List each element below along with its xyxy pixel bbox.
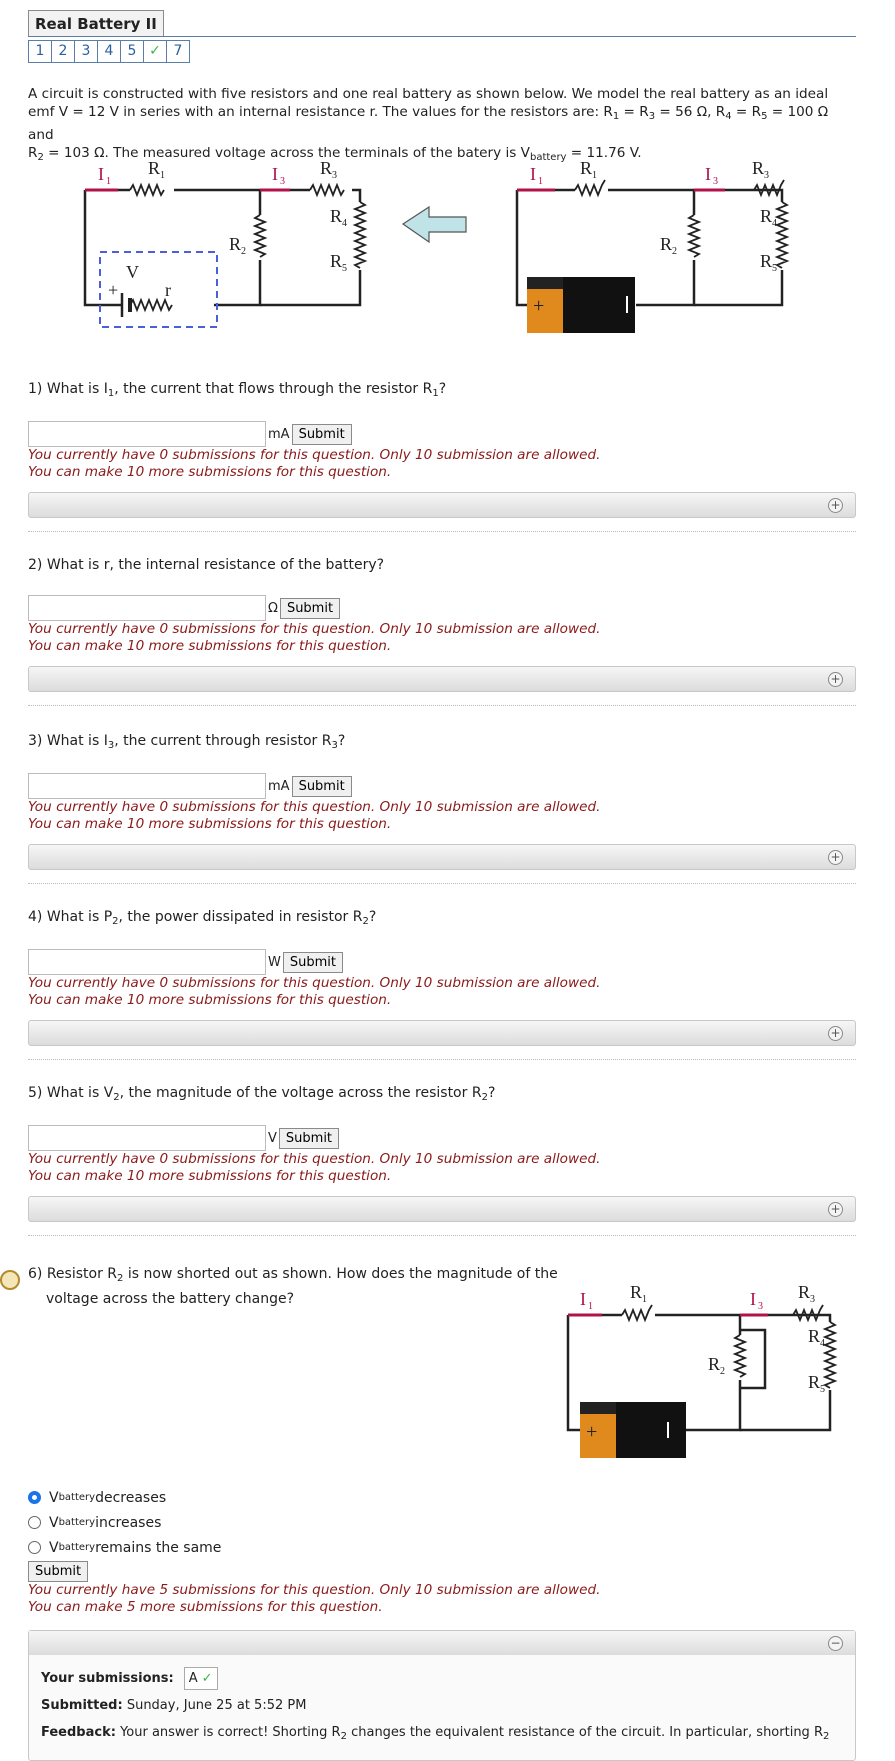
answer-input-1[interactable] xyxy=(28,421,266,447)
svg-text:+: + xyxy=(533,295,545,317)
feedback-panel-4[interactable] xyxy=(28,1020,856,1046)
svg-text:+: + xyxy=(108,280,119,300)
svg-text:R: R xyxy=(330,251,343,271)
svg-text:3: 3 xyxy=(332,170,337,181)
question-6: 6) Resistor $R_2$ is now shorted out as shown. How does the magnitude of the voltage across the battery change? xyxy=(28,1266,558,1307)
feedback-panel-5[interactable] xyxy=(28,1196,856,1222)
svg-text:R: R xyxy=(229,234,242,254)
svg-text:4: 4 xyxy=(342,218,347,229)
feedback-panel-2[interactable] xyxy=(28,666,856,692)
svg-text:I: I xyxy=(530,164,536,184)
answer-input-5[interactable] xyxy=(28,1125,266,1151)
svg-text:2: 2 xyxy=(241,246,246,257)
svg-text:+: + xyxy=(586,1421,598,1443)
svg-text:3: 3 xyxy=(810,1294,815,1305)
option-increases[interactable]: V battery increases xyxy=(28,1510,856,1535)
feedback-panel-6: − Your submissions: A ✓ Submitted: Sunday, June 25 at 5:52 PM Feedback: Your answer is correct! Shorting $R_2$ changes the equivalent resistance of the circuit. In particular, shorting $R_2$ xyxy=(28,1630,856,1761)
svg-text:3: 3 xyxy=(764,170,769,181)
question-4: 4) What is $P_2$, the power dissipated in resistor $R_2$? W Submit You currently have 0 submissions for this question. Only 10 submission are allowed. You can make 10 more submissions for this question. + xyxy=(28,909,856,1060)
title-rule xyxy=(28,36,856,37)
svg-text:R: R xyxy=(320,158,333,178)
submission-message-4: You currently have 0 submissions for this question. Only 10 submission are allowed. You can make 10 more submissions for this question. xyxy=(28,975,601,1008)
svg-text:I: I xyxy=(750,1289,756,1309)
svg-text:5: 5 xyxy=(820,1384,825,1395)
svg-text:3: 3 xyxy=(758,1301,763,1312)
svg-text:1: 1 xyxy=(538,176,543,187)
submission-message-2: You currently have 0 submissions for this question. Only 10 submission are allowed. You can make 10 more submissions for this question. xyxy=(28,621,601,654)
page-navigation xyxy=(28,40,856,63)
page-link-4[interactable]: 4 xyxy=(97,40,121,63)
svg-text:I: I xyxy=(580,1289,586,1309)
svg-text:1: 1 xyxy=(592,170,597,181)
feedback-panel-3[interactable] xyxy=(28,844,856,870)
svg-text:1: 1 xyxy=(160,170,165,181)
submit-button-1[interactable]: Submit xyxy=(292,424,352,445)
svg-text:1: 1 xyxy=(588,1301,593,1312)
submission-message-5: You currently have 0 submissions for this question. Only 10 submission are allowed. You can make 10 more submissions for this question. xyxy=(28,1151,601,1184)
svg-text:5: 5 xyxy=(772,263,777,274)
question-2: 2) What is r, the internal resistance of the battery? Ω Submit You currently have 0 submissions for this question. Only 10 submission are allowed. You can make 10 more submissions for this question. + xyxy=(28,557,856,706)
svg-text:R: R xyxy=(330,206,343,226)
svg-text:3: 3 xyxy=(280,176,285,187)
svg-text:R: R xyxy=(580,158,593,178)
page-link-7[interactable]: 7 xyxy=(166,40,190,63)
expand-icon[interactable]: + xyxy=(828,672,843,687)
expand-icon[interactable]: + xyxy=(828,850,843,865)
svg-text:3: 3 xyxy=(713,176,718,187)
collapse-icon[interactable]: − xyxy=(828,1636,843,1651)
question-3: 3) What is $I_3$, the current through resistor $R_3$? mA Submit You currently have 0 submissions for this question. Only 10 submission are allowed. You can make 10 more submissions for this question. + xyxy=(28,733,856,884)
page-link-3[interactable]: 3 xyxy=(74,40,98,63)
svg-text:R: R xyxy=(630,1282,643,1302)
submit-button-2[interactable]: Submit xyxy=(280,598,340,619)
svg-text:R: R xyxy=(808,1326,821,1346)
radio-button[interactable] xyxy=(28,1491,41,1504)
svg-text:4: 4 xyxy=(820,1338,825,1349)
timer-icon xyxy=(0,1270,20,1290)
question-5: 5) What is $V_2$, the magnitude of the voltage across the resistor $R_2$? V Submit You currently have 0 submissions for this question. Only 10 submission are allowed. You can make 10 more submissions for this question. + xyxy=(28,1085,856,1236)
submit-button-6[interactable]: Submit xyxy=(28,1561,88,1582)
svg-text:I: I xyxy=(98,164,104,184)
shorted-circuit-diagram xyxy=(540,1270,880,1460)
svg-text:1: 1 xyxy=(642,1294,647,1305)
answer-input-3[interactable] xyxy=(28,773,266,799)
expand-icon[interactable]: + xyxy=(828,1026,843,1041)
svg-text:5: 5 xyxy=(342,263,347,274)
svg-text:4: 4 xyxy=(772,218,777,229)
page-link-1[interactable]: 1 xyxy=(28,40,52,63)
circuit-diagrams xyxy=(0,150,895,350)
question-1: 1) What is $I_1$, the current that flows through the resistor $R_1$? mA Submit You currently have 0 submissions for this question. Only 10 submission are allowed. You can make 10 more submissions for this question. + xyxy=(28,381,856,532)
submission-message-3: You currently have 0 submissions for this question. Only 10 submission are allowed. You can make 10 more submissions for this question. xyxy=(28,799,601,832)
svg-text:I: I xyxy=(705,164,711,184)
submit-button-5[interactable]: Submit xyxy=(279,1128,339,1149)
svg-text:R: R xyxy=(752,158,765,178)
submit-button-3[interactable]: Submit xyxy=(292,776,352,797)
submit-button-4[interactable]: Submit xyxy=(283,952,343,973)
submission-message-1: You currently have 0 submissions for this question. Only 10 submission are allowed. You can make 10 more submissions for this question. xyxy=(28,447,601,480)
feedback-panel-1[interactable] xyxy=(28,492,856,518)
svg-text:R: R xyxy=(798,1282,811,1302)
expand-icon[interactable]: + xyxy=(828,1202,843,1217)
page-link-2[interactable]: 2 xyxy=(51,40,75,63)
svg-text:R: R xyxy=(760,206,773,226)
svg-text:R: R xyxy=(760,251,773,271)
svg-text:1: 1 xyxy=(106,176,111,187)
radio-button[interactable] xyxy=(28,1516,41,1529)
radio-button[interactable] xyxy=(28,1541,41,1554)
submission-badge: A ✓ xyxy=(184,1667,218,1690)
feedback-panel-header[interactable] xyxy=(29,1631,855,1655)
svg-text:R: R xyxy=(808,1372,821,1392)
answer-input-2[interactable] xyxy=(28,595,266,621)
page-title: Real Battery II xyxy=(28,10,164,36)
svg-text:2: 2 xyxy=(672,246,677,257)
option-decreases[interactable]: V battery decreases xyxy=(28,1485,856,1510)
svg-text:R: R xyxy=(708,1354,721,1374)
problem-statement: A circuit is constructed with five resistors and one real battery as shown below. We model the real battery as an ideal emf V = 12 V in series with an internal resistance r. The values for the resistors are: $R_1 = R_3 = 56$ Ω, $R_4 = R_5 = 100$ Ω and $R_2 = 103$ Ω. The measured voltage across the terminals of the batery is $V_{battery} = 11.76$ V. xyxy=(28,86,829,163)
page-link-6-completed[interactable]: ✓ xyxy=(143,40,167,63)
svg-text:R: R xyxy=(660,234,673,254)
expand-icon[interactable]: + xyxy=(828,498,843,513)
page-link-5[interactable]: 5 xyxy=(120,40,144,63)
submission-message-6: You currently have 5 submissions for this question. Only 10 submission are allowed. You can make 5 more submissions for this question. xyxy=(28,1582,601,1615)
svg-text:2: 2 xyxy=(720,1366,725,1377)
option-remains-same[interactable]: V battery remains the same xyxy=(28,1535,856,1560)
question-6-answers xyxy=(28,1485,856,1761)
svg-text:V: V xyxy=(126,262,139,282)
svg-text:r: r xyxy=(165,280,171,300)
svg-text:I: I xyxy=(272,164,278,184)
svg-text:R: R xyxy=(148,158,161,178)
answer-input-4[interactable] xyxy=(28,949,266,975)
